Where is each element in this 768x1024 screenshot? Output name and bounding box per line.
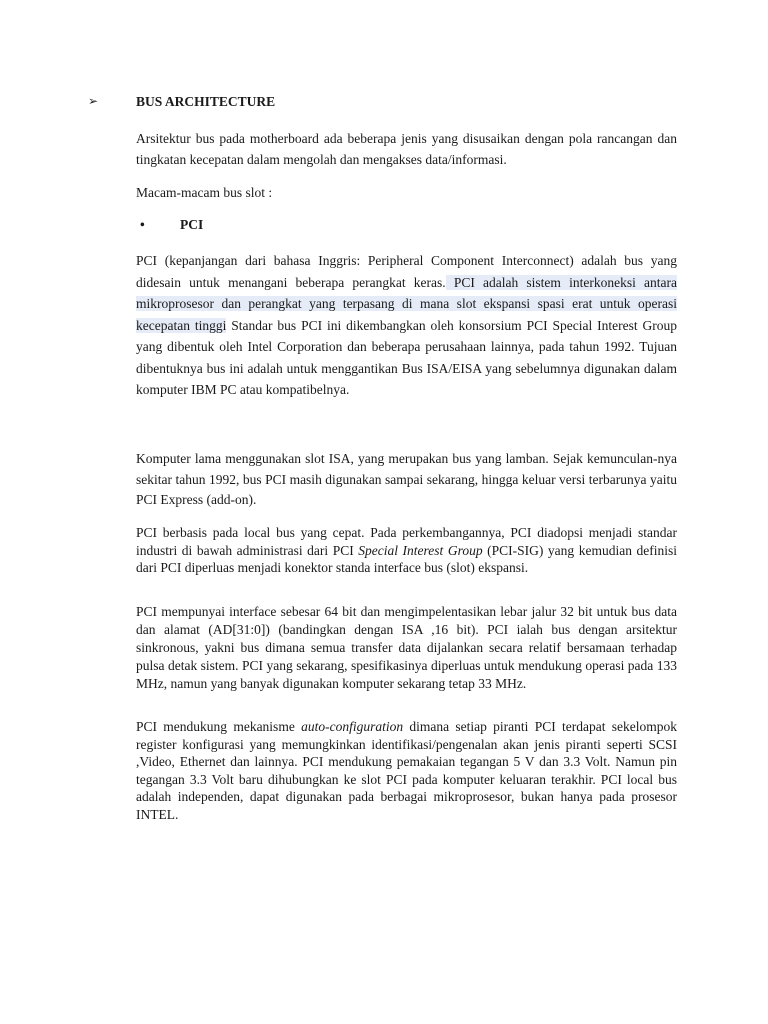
pci-paragraph-3-text: PCI berbasis pada local bus yang cepat. Pada perkembangannya, PCI diadopsi menjadi standar industri di bawah administrasi dari PCI <box>136 525 677 558</box>
intro-paragraph: Arsitektur bus pada motherboard ada beberapa jenis yang disusaikan dengan pola rancangan dan tingkatan kecepatan dalam mengolah dan mengakses data/informasi. <box>136 131 677 167</box>
pci-title: PCI <box>180 217 204 232</box>
italic-term: auto-configuration <box>301 719 404 734</box>
italic-term: Special Interest Group <box>358 542 483 558</box>
pci-paragraph-4: PCI mempunyai interface sebesar 64 bit dan mengimpelentasikan lebar jalur 32 bit untuk bus data dan alamat (AD[31:0]) (bandingkan dengan ISA ,16 bit). PCI ialah bus dengan arsitektur sinkronous, yakni bus dimana semua transfer data dijalankan secara relatif bersamaan terhadap pulsa detak sistem. PCI yang sekarang, spesifikasinya diperluas untuk mendukung operasi pada 133 MHz, namun yang banyak digunakan komputer sekarang tetap 33 MHz. <box>136 604 677 691</box>
pci-paragraph-1-text-cont: Standar bus PCI ini dikembangkan oleh konsorsium PCI Special Interest Group yang dibentuk oleh Intel Corporation dan beberapa perusahaan lainnya, pada tahun 1992. Tujuan dibentuknya bus ini adalah untuk menggantikan Bus ISA/EISA yang sebelumnya digunakan dalam komputer IBM PC atau kompatibelnya. <box>136 317 677 397</box>
highlighted-text: PCI adalah sistem interkoneksi antara mikroprosesor dan perangkat yang terpasang di mana slot ekspansi spasi erat untuk operasi kecepatan tinggi <box>136 274 677 333</box>
pci-paragraph-1-text: PCI (kepanjangan dari bahasa Inggris: Peripheral Component Interconnect) adalah bus yang didesain untuk menangani beberapa perangkat keras. <box>136 253 677 290</box>
arrow-bullet-icon: ➢ <box>88 94 99 108</box>
pci-paragraph-5-text-cont: dimana setiap piranti PCI terdapat sekelompok register konfigurasi yang memungkinkan identifikasi/pengenalan akan jenis piranti seperti SCSI ,Video, Ethernet dan lainnya. PCI mendukung pemakaian tegangan 5 V dan 3.3 Volt. Namun pin tegangan 3.3 Volt baru dihubungkan ke slot PCI pada komputer keluaran terakhir. PCI local bus adalah independen, dapat digunakan pada berbagai mikroprosesor, bukan hanya pada prosesor INTEL. <box>136 719 677 822</box>
pci-paragraph-3-text-cont: (PCI-SIG) yang kemudian definisi dari PCI diperluas menjadi konektor standa interface bus (slot) ekspansi. <box>136 542 677 575</box>
pci-paragraph-3 <box>136 524 677 577</box>
pci-paragraph-2: Komputer lama menggunakan slot ISA, yang merupakan bus yang lamban. Sejak kemunculan-nya sekitar tahun 1992, bus PCI masih digunakan sampai sekarang, hingga keluar versi terbarunya yaitu PCI Express (add-on). <box>136 451 677 507</box>
bus-slot-label: Macam-macam bus slot : <box>136 185 273 200</box>
pci-paragraph-5 <box>136 718 677 823</box>
pci-paragraph-1 <box>136 250 677 401</box>
section-title: BUS ARCHITECTURE <box>136 94 276 109</box>
pci-paragraph-5-text: PCI mendukung mekanisme <box>136 719 302 734</box>
bullet-icon: • <box>140 217 145 232</box>
